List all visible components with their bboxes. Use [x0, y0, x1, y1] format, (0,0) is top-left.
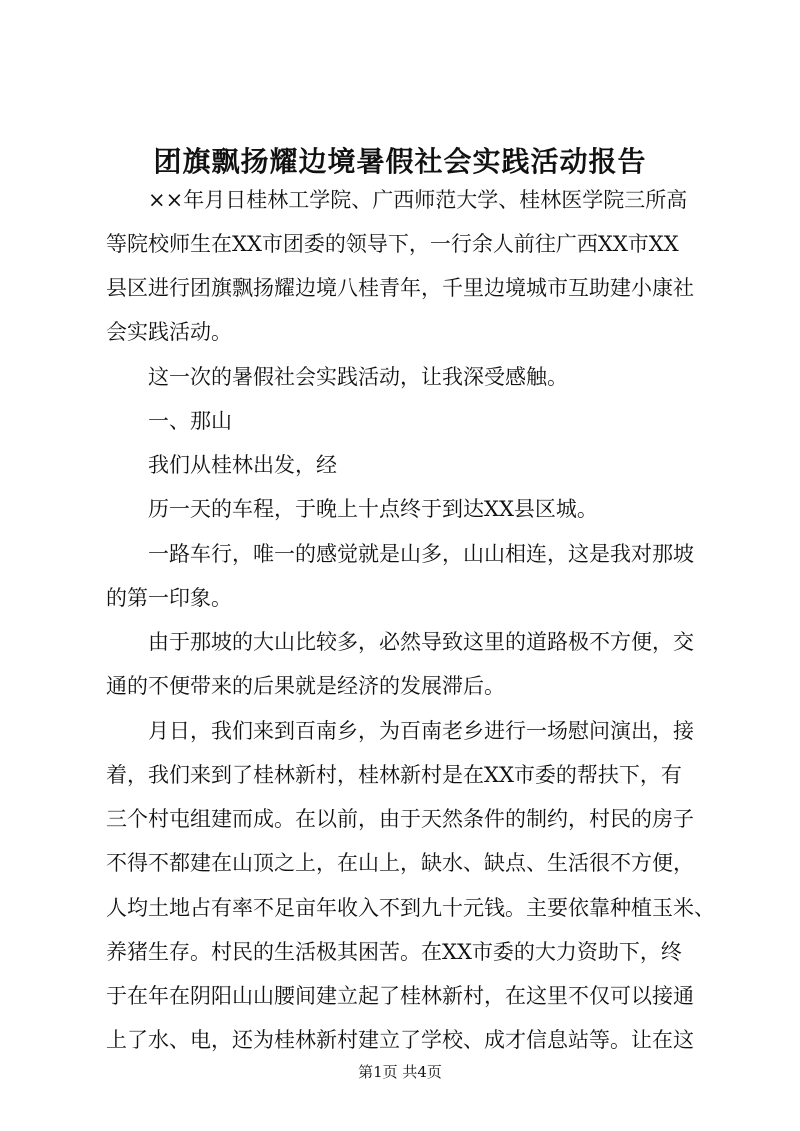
body-line: 我们从桂林出发，经: [148, 453, 337, 477]
body-line: 会实践活动。: [106, 320, 232, 344]
body-line: 由于那坡的大山比较多，必然导致这里的道路极不方便，交: [148, 630, 694, 654]
body-line: 养猪生存。村民的生活极其困苦。在XX市委的大力资助下，终: [106, 940, 682, 964]
body-line: 一路车行，唯一的感觉就是山多，山山相连，这是我对那坡: [148, 542, 694, 566]
body-line: 历一天的车程，于晚上十点终于到达XX县区城。: [148, 497, 598, 521]
body-line: 月日，我们来到百南乡，为百南老乡进行一场慰问演出，接: [148, 719, 694, 743]
body-line: 通的不便带来的后果就是经济的发展滞后。: [106, 674, 505, 698]
body-line: 县区进行团旗飘扬耀边境八桂青年，千里边境城市互助建小康社: [106, 276, 694, 300]
body-line: 人均土地占有率不足亩年收入不到九十元钱。主要依靠种植玉米、: [106, 896, 715, 920]
body-line: 于在年在阴阳山山腰间建立起了桂林新村，在这里不仅可以接通: [106, 984, 694, 1008]
body-line: 等院校师生在XX市团委的领导下，一行余人前往广西XX市XX: [106, 232, 679, 256]
body-line: 着，我们来到了桂林新村，桂林新村是在XX市委的帮扶下，有: [106, 763, 682, 787]
page-footer: 第1页 共4页: [358, 1063, 442, 1081]
body-line: 一、那山: [148, 409, 232, 433]
document-title: 团旗飘扬耀边境暑假社会实践活动报告: [153, 145, 647, 178]
body-line: 这一次的暑假社会实践活动，让我深受感触。: [148, 365, 568, 389]
body-line: 的第一印象。: [106, 586, 232, 610]
body-line: 三个村屯组建而成。在以前，由于天然条件的制约，村民的房子: [106, 807, 694, 831]
body-line: 不得不都建在山顶之上，在山上，缺水、缺点、生活很不方便，: [106, 851, 694, 875]
body-line: 上了水、电，还为桂林新村建立了学校、成才信息站等。让在这: [106, 1028, 694, 1052]
body-line: ××年月日桂林工学院、广西师范大学、桂林医学院三所高: [148, 188, 688, 212]
